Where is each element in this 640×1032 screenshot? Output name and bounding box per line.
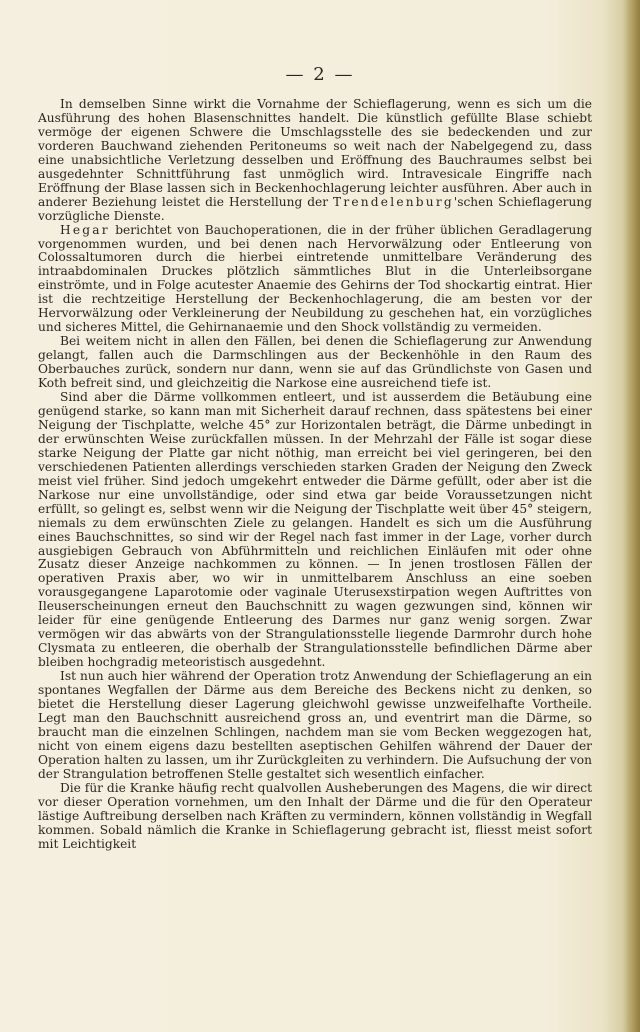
text-segment: Die für die Kranke häufig recht qualvollen Ausheberungen des Magens, die wir direct vor dieser Operation vornehmen, um den Inhalt der Därme und die für den Operateur lästige Auftreibung derselben nach Kräften zu vermindern, können vollständig in Wegfall kommen. Sobald nämlich die Kranke in Schieflagerung gebracht ist, fliesst meist sofort mit Leichtigkeit [38,780,592,851]
spaced-name: Trendelenburg [332,194,454,209]
paragraph [38,335,592,391]
paragraph [38,782,592,852]
text-segment: Sind aber die Därme vollkommen entleert, und ist ausserdem die Betäubung eine genügend starke, so kann man mit Sicherheit darauf rechnen, dass spätestens bei einer Neigung der Tischplatte, welche 45° zur Horizontalen beträgt, die Därme unbedingt in der erwünschten Weise zurückfallen müssen. In der Mehrzahl der Fälle ist sogar diese starke Neigung der Platte gar nicht nöthig, man erreicht bei viel geringeren, bei den verschiedenen Patienten allerdings verschieden starken Graden der Neigung den Zweck meist viel früher. Sind jedoch umgekehrt entweder die Därme gefüllt, oder aber ist die Narkose nur eine unvollständige, oder sind etwa gar beide Voraussetzungen nicht erfüllt, so gelingt es, selbst wenn wir die Neigung der Tischplatte weit über 45° steigern, niemals zu dem erwünschten Ziele zu gelangen. Handelt es sich um die Ausführung eines Bauchschnittes, so sind wir der Regel nach fast immer in der Lage, vorher durch ausgiebigen Gebrauch von Abführmitteln und reichlichen Einläufen mit oder ohne Zusatz dieser Anzeige nachkommen zu können. — In jenen trostlosen Fällen der operativen Praxis aber, wo wir in unmittelbarem Anschluss an eine soeben vorausgegangene Laparotomie oder vaginale Uterusexstirpation wegen Auftrittes von Ileuserscheinungen erneut den Bauchschnitt zu wagen gezwungen sind, können wir leider für eine genügende Entleerung des Darmes nur ganz wenig sorgen. Zwar vermögen wir das abwärts von der Strangulationsstelle liegende Darmrohr durch hohe Clysmata zu entleeren, die oberhalb der Strangulationsstelle befindlichen Därme aber bleiben hochgradig meteoristisch ausgedehnt. [38,390,592,670]
spaced-name: Hegar [60,222,110,237]
text-segment: 'schen Schieflagerung vorzügliche Dienste. [38,194,593,223]
text-segment: Ist nun auch hier während der Operation trotz Anwendung der Schieflagerung an ein spontanes Wegfallen der Därme aus dem Bereiche des Beckens nicht zu denken, so bietet die Herstellung dieser Lagerung gleichwohl gewisse unzweifelhafte Vortheile. Legt man den Bauchschnitt ausreichend gross an, und eventrirt man die Därme, so braucht man die einzelnen Schlingen, nachdem man sie vom Becken weggezogen hat, nicht von einem eigens dazu bestellten aseptischen Gehilfen während der Dauer der Operation halten zu lassen, um ihr Zurückgleiten zu verhindern. Die Aufsuchung der von der Strangulation betroffenen Stelle gestaltet sich wesentlich einfacher. [38,669,592,781]
text-segment: Bei weitem nicht in allen den Fällen, bei denen die Schieflagerung zur Anwendung gelangt, fallen auch die Darmschlingen aus der Beckenhöhle in den Raum des Oberbauches zurück, sondern nur dann, wenn sie auf das Gründlichste von Gasen und Koth befreit sind, und gleichzeitig die Narkose eine ausreichend tiefe ist. [38,334,592,391]
paragraph [38,98,592,224]
body-text [38,98,592,851]
paragraph [38,224,592,336]
text-segment: berichtet von Bauchoperationen, die in der früher üblichen Geradlagerung vorgenommen wurden, und bei denen nach Hervorwälzung oder Entleerung von Colossaltumoren durch die hierbei eintretende unmittelbare Veränderung des intraabdominalen Druckes plötzlich sämmtliches Blut in die Unterleibsorgane einströmte, und in Folge acutester Anaemie des Gehirns der Tod shockartig eintrat. Hier ist die rechtzeitige Herstellung der Beckenhochlagerung, die am besten vor der Hervorwälzung oder Verkleinerung der Neubildung zu geschehen hat, ein vorzügliches und sicheres Mittel, die Gehirnanaemie und den Shock vollständig zu vermeiden. [38,222,592,335]
page-number: — 2 — [285,64,355,85]
page-edge-shadow [624,0,640,1032]
paragraph [38,670,592,782]
paragraph [38,391,592,670]
text-segment: In demselben Sinne wirkt die Vornahme der Schieflagerung, wenn es sich um die Ausführung des hohen Blasenschnittes handelt. Die künstlich gefüllte Blase schiebt vermöge der eigenen Schwere die Umschlagsstelle des sie bedeckenden und zur vorderen Bauchwand ziehenden Peritoneums so weit nach der Nabelgegend zu, dass eine unabsichtliche Verletzung desselben und Eröffnung des Bauchraumes selbst bei ausgedehnter Schnittführung fast unmöglich wird. Intravesicale Eingriffe nach Eröffnung der Blase lassen sich in Beckenhochlagerung leichter ausführen. Aber auch in anderer Beziehung leistet die Herstellung der [38,97,592,209]
